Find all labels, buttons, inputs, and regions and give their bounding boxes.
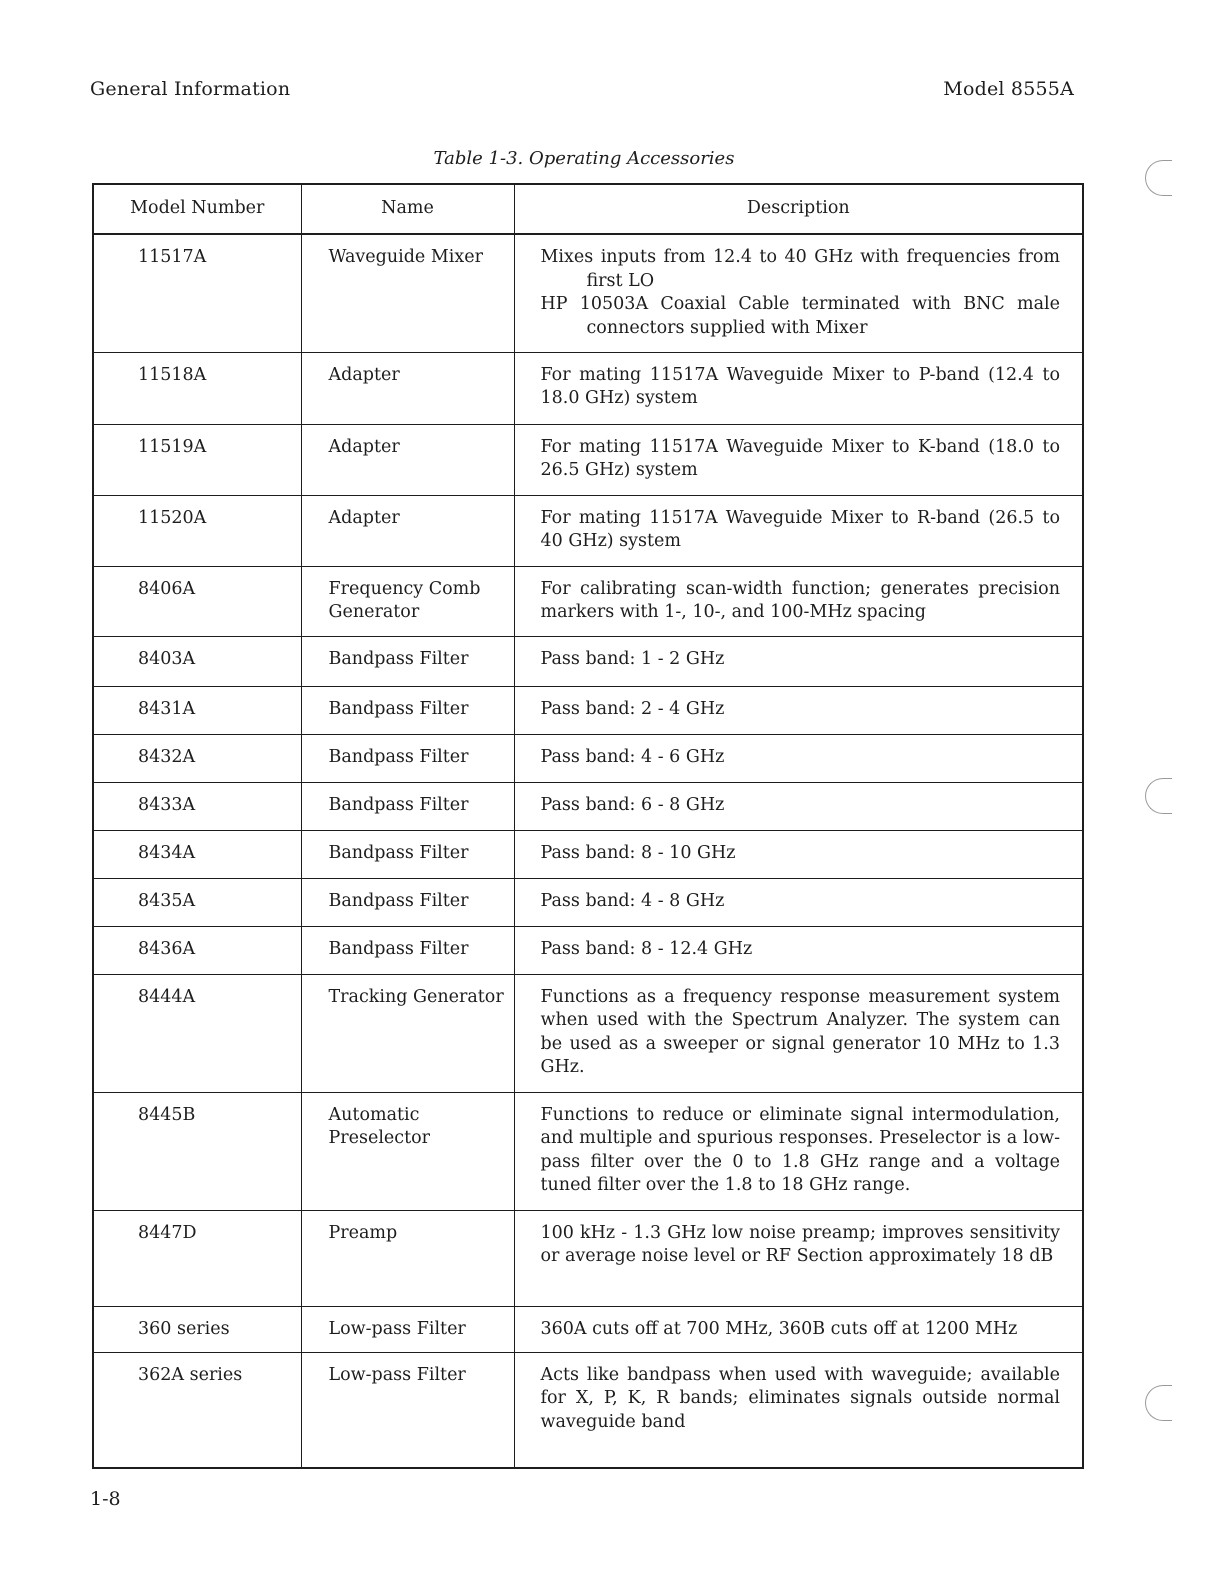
cell-name: Bandpass Filter <box>301 782 514 830</box>
description-line: Pass band: 4 - 6 GHz <box>540 746 725 767</box>
cell-name: Preamp <box>301 1210 514 1306</box>
cell-description <box>514 495 1083 566</box>
description-line: Pass band: 8 - 12.4 GHz <box>540 938 753 959</box>
cell-description <box>514 234 1083 352</box>
cell-model-number: 11518A <box>93 352 301 424</box>
description-line: 360A cuts off at 700 MHz, 360B cuts off at 1200 MHz <box>540 1318 1018 1339</box>
cell-model-number: 8447D <box>93 1210 301 1306</box>
cell-model-number: 11519A <box>93 424 301 495</box>
table-row <box>93 782 1083 830</box>
cell-description <box>514 782 1083 830</box>
table-caption: Table 1-3. Operating Accessories <box>433 148 735 169</box>
description-line: Pass band: 6 - 8 GHz <box>540 794 725 815</box>
column-header-name: Name <box>301 184 514 234</box>
cell-description <box>514 1092 1083 1210</box>
table-row <box>93 1352 1083 1468</box>
cell-name: Bandpass Filter <box>301 830 514 878</box>
table-row <box>93 566 1083 636</box>
cell-model-number: 8432A <box>93 734 301 782</box>
description-line: HP 10503A Coaxial Cable terminated with BNC male connectors supplied with Mixer <box>540 294 1060 338</box>
cell-description <box>514 926 1083 974</box>
cell-model-number: 362A series <box>93 1352 301 1468</box>
table-row <box>93 636 1083 686</box>
column-header-description: Description <box>514 184 1083 234</box>
column-header-model-number: Model Number <box>93 184 301 234</box>
description-line: Functions to reduce or eliminate signal intermodulation, and multiple and spurious responses. Preselector is a low-pass filter over the 0 to 1.8 GHz range and a voltage tuned filter over the 1.8 to 18 GHz range. <box>540 1104 1060 1195</box>
cell-description <box>514 878 1083 926</box>
cell-model-number: 8445B <box>93 1092 301 1210</box>
table-row <box>93 352 1083 424</box>
description-line: For mating 11517A Waveguide Mixer to R-band (26.5 to 40 GHz) system <box>540 507 1060 551</box>
cell-description <box>514 636 1083 686</box>
description-line: Pass band: 4 - 8 GHz <box>540 890 725 911</box>
binder-hole-mark <box>1145 778 1172 814</box>
cell-description <box>514 830 1083 878</box>
table-row <box>93 734 1083 782</box>
table-header-row <box>93 184 1083 234</box>
running-header-model: Model 8555A <box>943 78 1074 100</box>
cell-description <box>514 566 1083 636</box>
cell-model-number: 8433A <box>93 782 301 830</box>
description-line: For mating 11517A Waveguide Mixer to K-band (18.0 to 26.5 GHz) system <box>540 436 1060 480</box>
table-row <box>93 830 1083 878</box>
cell-description <box>514 352 1083 424</box>
cell-name: Frequency Comb Generator <box>301 566 514 636</box>
cell-description <box>514 734 1083 782</box>
description-line: Acts like bandpass when used with waveguide; available for X, P, K, R bands; eliminates signals outside normal waveguide band <box>540 1364 1060 1432</box>
cell-name: Adapter <box>301 352 514 424</box>
cell-model-number: 8403A <box>93 636 301 686</box>
cell-name: Bandpass Filter <box>301 926 514 974</box>
cell-name: Tracking Generator <box>301 974 514 1092</box>
cell-description <box>514 1210 1083 1306</box>
cell-name: Bandpass Filter <box>301 686 514 734</box>
table-row <box>93 424 1083 495</box>
table-row <box>93 1092 1083 1210</box>
cell-model-number: 8434A <box>93 830 301 878</box>
cell-description <box>514 1352 1083 1468</box>
description-line: Functions as a frequency response measurement system when used with the Spectrum Analyzer. The system can be used as a sweeper or signal generator 10 MHz to 1.3 GHz. <box>540 986 1060 1077</box>
cell-description <box>514 974 1083 1092</box>
cell-name: Adapter <box>301 424 514 495</box>
table-row <box>93 1210 1083 1306</box>
cell-model-number: 8444A <box>93 974 301 1092</box>
cell-model-number: 11517A <box>93 234 301 352</box>
table-row <box>93 686 1083 734</box>
running-header-section: General Information <box>90 78 291 100</box>
cell-description <box>514 686 1083 734</box>
page-number: 1-8 <box>90 1488 121 1510</box>
cell-model-number: 11520A <box>93 495 301 566</box>
table-row <box>93 1306 1083 1352</box>
table-row <box>93 495 1083 566</box>
description-line: Pass band: 2 - 4 GHz <box>540 698 725 719</box>
description-line: For mating 11517A Waveguide Mixer to P-band (12.4 to 18.0 GHz) system <box>540 364 1060 408</box>
cell-name: Low-pass Filter <box>301 1306 514 1352</box>
description-line: Pass band: 8 - 10 GHz <box>540 842 736 863</box>
cell-model-number: 8436A <box>93 926 301 974</box>
table-row <box>93 878 1083 926</box>
description-line: For calibrating scan-width function; generates precision markers with 1-, 10-, and 100-MHz spacing <box>540 578 1060 622</box>
cell-name: Automatic Preselector <box>301 1092 514 1210</box>
description-line: 100 kHz - 1.3 GHz low noise preamp; improves sensitivity or average noise level or RF Section approximately 18 dB <box>540 1222 1060 1266</box>
cell-model-number: 8435A <box>93 878 301 926</box>
binder-hole-mark <box>1145 1385 1172 1421</box>
cell-description <box>514 1306 1083 1352</box>
cell-description <box>514 424 1083 495</box>
operating-accessories-table <box>92 183 1084 1469</box>
cell-name: Low-pass Filter <box>301 1352 514 1468</box>
cell-name: Bandpass Filter <box>301 636 514 686</box>
cell-name: Adapter <box>301 495 514 566</box>
table-row <box>93 974 1083 1092</box>
cell-name: Bandpass Filter <box>301 878 514 926</box>
cell-name: Waveguide Mixer <box>301 234 514 352</box>
cell-name: Bandpass Filter <box>301 734 514 782</box>
description-line: Pass band: 1 - 2 GHz <box>540 648 725 669</box>
binder-hole-mark <box>1145 160 1172 196</box>
description-line: Mixes inputs from 12.4 to 40 GHz with frequencies from first LO <box>540 247 1060 291</box>
table-row <box>93 234 1083 352</box>
table-row <box>93 926 1083 974</box>
cell-model-number: 8431A <box>93 686 301 734</box>
cell-model-number: 8406A <box>93 566 301 636</box>
cell-model-number: 360 series <box>93 1306 301 1352</box>
